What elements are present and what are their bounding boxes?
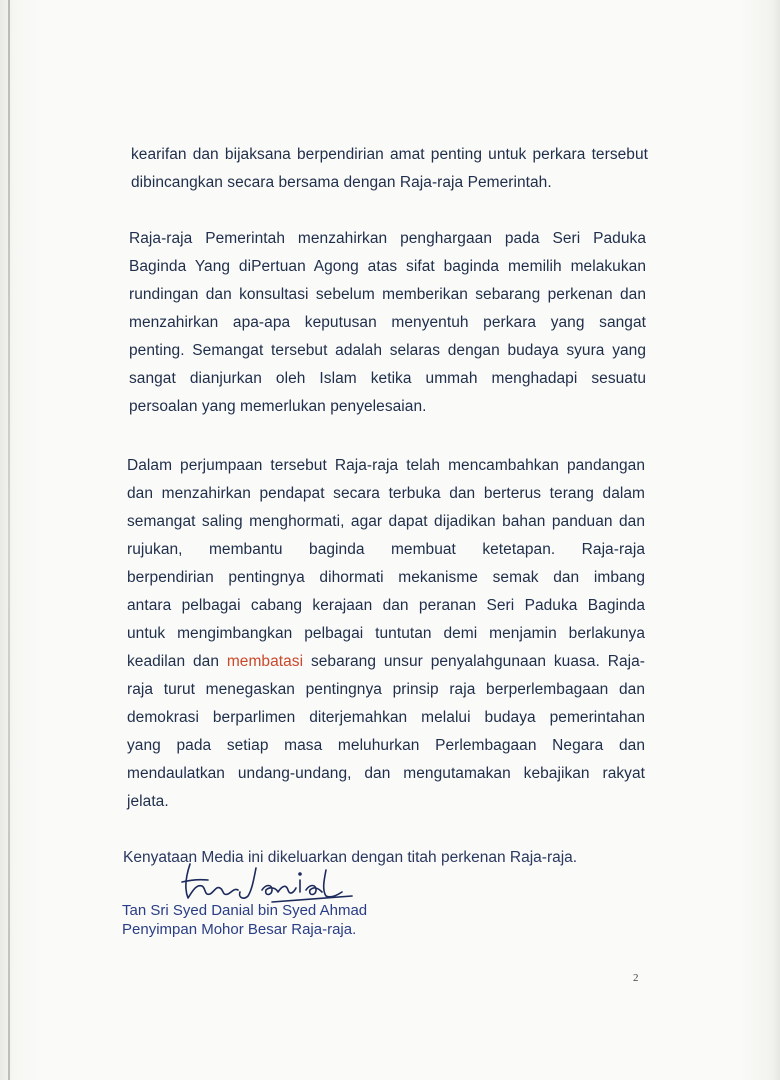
text-line: demokrasi berparlimen diterjemahkan melalui budaya pemerintahan [127,709,645,726]
text-line-with-highlight [127,648,645,676]
text-line: raja turut menegaskan pentingnya prinsip raja berperlembagaan dan [127,681,645,698]
paragraph-2 [129,225,646,421]
text-line: untuk mengimbangkan pelbagai tuntutan demi menjamin berlakunya [127,625,645,642]
text-line: antara pelbagai cabang kerajaan dan peranan Seri Paduka Baginda [127,597,645,614]
text-line: penting. Semangat tersebut adalah selaras dengan budaya syura yang [129,342,646,359]
text-line: dibincangkan secara bersama dengan Raja-raja Pemerintah. [131,174,552,191]
scan-edge [8,0,10,1080]
text-line: mendaulatkan undang-undang, dan mengutamakan kebajikan rakyat [127,765,645,782]
text-line: kearifan dan bijaksana berpendirian amat penting untuk perkara tersebut [131,146,648,163]
text-line: semangat saling menghormati, agar dapat dijadikan bahan panduan dan [127,513,645,530]
text-line: rundingan dan konsultasi sebelum memberikan sebarang perkenan dan [129,286,646,303]
text-fragment: sebarang unsur penyalahgunaan kuasa. Raja- [303,653,645,670]
text-line: sangat dianjurkan oleh Islam ketika ummah menghadapi sesuatu [129,370,646,387]
signatory-name: Tan Sri Syed Danial bin Syed Ahmad [122,902,368,919]
page-number: 2 [633,972,639,984]
text-line: menzahirkan apa-apa keputusan menyentuh perkara yang sangat [129,314,646,331]
text-line: Dalam perjumpaan tersebut Raja-raja telah mencambahkan pandangan [127,457,645,474]
text-line: Baginda Yang diPertuan Agong atas sifat baginda memilih melakukan [129,258,646,275]
text-fragment: keadilan dan [127,653,227,670]
closing-statement: Kenyataan Media ini dikeluarkan dengan titah perkenan Raja-raja. [123,849,578,866]
text-line: berpendirian pentingnya dihormati mekanisme semak dan imbang [127,569,645,586]
paragraph-3 [127,452,645,816]
text-line: rujukan, membantu baginda membuat ketetapan. Raja-raja [127,541,645,558]
text-line: persoalan yang memerlukan penyelesaian. [129,398,427,415]
paragraph-1 [131,141,648,197]
text-line: yang pada setiap masa meluhurkan Perlembagaan Negara dan [127,737,645,754]
text-line: Raja-raja Pemerintah menzahirkan penghargaan pada Seri Paduka [129,230,646,247]
highlighted-word: membatasi [226,653,304,670]
text-line: jelata. [127,793,169,810]
text-line: dan menzahirkan pendapat secara terbuka dan berterus terang dalam [127,485,645,502]
signatory-title: Penyimpan Mohor Besar Raja-raja. [122,921,357,938]
